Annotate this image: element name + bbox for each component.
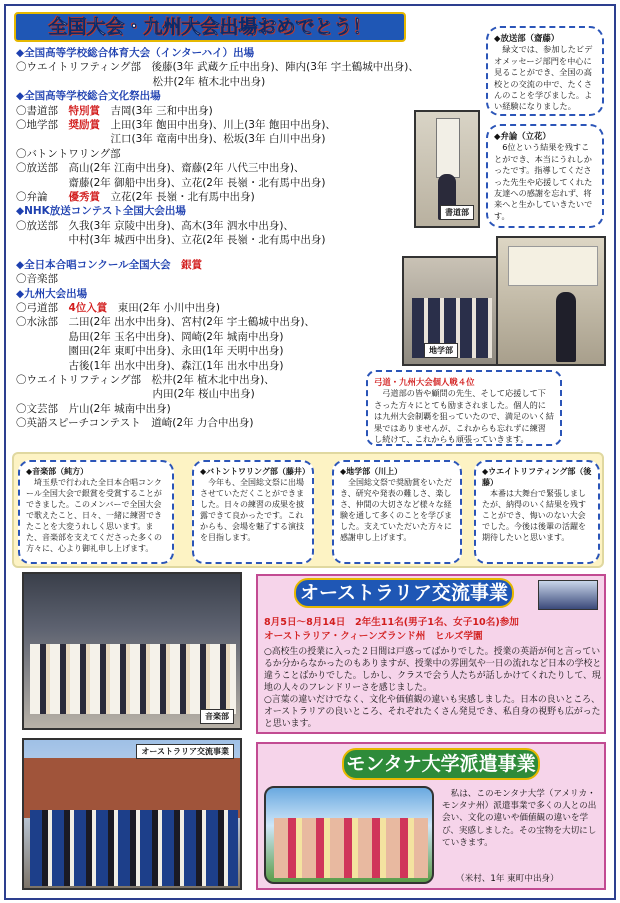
award-text: 〇弓道部 — [16, 301, 69, 314]
award-badge: 特別賞 — [68, 104, 100, 117]
result-line: 齋藤(2年 御船中出身)、立花(2年 長嶺・北有馬中出身) — [16, 176, 326, 189]
montana-signature: （米村、1年 東町中出身） — [456, 874, 559, 884]
music-club-photo — [22, 572, 242, 730]
montana-title-band — [342, 748, 540, 780]
award-text: 〇地学部 — [16, 119, 69, 132]
australia-exchange-photo — [22, 738, 242, 890]
australia-exchange-panel — [256, 574, 606, 734]
calligraphy-club-photo — [414, 110, 480, 228]
earth-science-comment-title: ◆地学部（川上） — [340, 467, 403, 476]
building — [24, 758, 242, 818]
broadcast-comment-title: ◆放送部（齋藤） — [494, 33, 560, 43]
australia-title: オーストラリア交流事業 — [299, 582, 509, 604]
section-heading: ◆九州大会出場 — [16, 287, 88, 300]
section-heading-text: ◆全日本合唱コンクール全国大会 — [16, 258, 182, 271]
speech-comment — [486, 124, 604, 228]
award-text: 上田(3年 飽田中出身)、川上(3年 飽田中出身)、 — [100, 119, 336, 132]
result-line: 園田(2年 東町中出身)、永田(1年 天明中出身) — [16, 345, 284, 358]
result-line: 島田(2年 玉名中出身)、岡崎(2年 城南中出身) — [16, 330, 284, 343]
baton-club-comment — [192, 460, 314, 564]
result-line: 〇音楽部 — [16, 273, 58, 286]
caption-music: 音楽部 — [200, 709, 234, 724]
music-club-comment — [18, 460, 174, 564]
award-line — [16, 104, 436, 118]
award-badge: 優秀賞 — [68, 191, 100, 204]
event-banner — [508, 246, 598, 286]
award-badge: 4位入賞 — [68, 301, 108, 314]
section-heading: ◆全国高等学校総合文化祭出場 — [16, 90, 161, 103]
archery-comment — [366, 370, 562, 446]
baton-club-comment-title: ◆バトントワリング部（藤井） — [200, 467, 310, 476]
weightlifting-comment — [474, 460, 600, 564]
section-heading — [16, 258, 436, 272]
earth-science-comment — [332, 460, 462, 564]
result-line: 〇文芸部 片山(2年 城南中出身) — [16, 402, 171, 415]
result-line: 〇ウエイトリフティング部 後藤(3年 武蔵ケ丘中出身)、陣内(3年 宇土鶴城中出身)、 — [16, 61, 419, 74]
montana-photo — [264, 786, 434, 884]
award-text: 吉岡(3年 三和中出身) — [100, 104, 213, 117]
award-text: 立花(2年 長嶺・北有馬中出身) — [100, 191, 255, 204]
music-club-comment-title: ◆音楽部（純方） — [26, 467, 89, 476]
award-text: 東田(2年 小川中出身) — [107, 301, 221, 314]
earth-science-comment-body: 全国総文祭で奨励賞をいただき、研究や発表の難しさ、楽しさ、仲間の大切さなど様々な経験を通して多くのことを学びました。支えていただいた方々に感謝申し上げます。 — [340, 478, 452, 542]
archer-figure — [556, 292, 576, 362]
caption-calligraphy: 書道部 — [440, 205, 474, 220]
broadcast-comment — [486, 26, 604, 116]
montana-panel — [256, 742, 606, 890]
result-line: 内田(2年 桜山中出身) — [16, 388, 255, 401]
section-heading: ◆全国高等学校総合体育大会（インターハイ）出場 — [16, 47, 255, 59]
australia-title-band — [294, 578, 514, 608]
speech-comment-body: 6位という結果を残すことができ、本当にうれしかったです。指導してくださった先生や応援してくれた友達への感謝を忘れず、将来へと生かしていきたいです。 — [494, 142, 593, 221]
spacer — [16, 248, 436, 258]
student-group — [30, 810, 238, 886]
award-badge: 銀賞 — [181, 258, 203, 271]
result-line: 〇バトントワリング部 — [16, 147, 121, 160]
award-text: 〇弁論 — [16, 191, 69, 204]
result-line: 〇放送部 高山(2年 江南中出身)、齋藤(2年 八代三中出身)、 — [16, 162, 305, 175]
result-line: 松井(2年 植木北中出身) — [16, 75, 266, 88]
caption-australia: オーストラリア交流事業 — [136, 744, 234, 759]
calligraphy-scroll — [436, 118, 460, 178]
award-line — [16, 301, 436, 315]
choir-group — [30, 644, 236, 714]
students-selfie — [274, 818, 428, 878]
award-text: 〇書道部 — [16, 104, 69, 117]
australia-dates: 8月5日～8月14日 2年生11名(男子1名、女子10名)参加 — [264, 617, 519, 628]
speech-comment-title: ◆弁論（立花） — [494, 131, 551, 141]
weightlifting-comment-body: 本番は大舞台で緊張しましたが、納得のいく結果を残すことができ、悔いのない大会でした。今後は後輩の活躍を期待したいと思います。 — [482, 489, 586, 542]
australia-photo-thumb — [538, 580, 598, 610]
result-line: 江口(3年 竜南中出身)、松坂(3年 白川中出身) — [16, 133, 326, 146]
archery-comment-body: 弓道部の皆や顧問の先生、そして応援して下さった方々にとても励まされました。個人的には九州大会制覇を狙っていたので、満足のいく結果ではありませんが、これからも忘れずに練習し続けて、これからも頑張っていきます。 — [374, 388, 554, 445]
archery-comment-title: 弓道・九州大会個人戦４位 — [374, 377, 475, 387]
result-line: 〇ウエイトリフティング部 松井(2年 植木北中出身)、 — [16, 373, 275, 386]
baton-club-comment-body: 今年も、全国総文祭に出場させていただくことができました。日々の練習の成果を披露できて良かったです。これからも、会場を魅了する演技を目指します。 — [200, 478, 304, 542]
australia-place: オーストラリア・クィーンズランド州 ヒルズ学園 — [264, 631, 483, 642]
montana-body: 私は、このモンタナ大学（アメリカ・モンタナ州）派遣事業で多くの人との出会い、文化の違いや価値観の違いを学び、実感しました。その宝物を大切にしていきます。 — [442, 789, 597, 848]
result-line: 〇水泳部 二田(2年 出水中出身)、宮村(2年 宇土鶴城中出身)、 — [16, 316, 315, 329]
award-line — [16, 118, 436, 132]
caption-earth-science: 地学部 — [424, 343, 458, 358]
result-line: 古後(1年 出水中出身)、森江(1年 出水中出身) — [16, 359, 284, 372]
award-line — [16, 190, 436, 204]
award-badge: 奨励賞 — [68, 119, 100, 132]
montana-title: モンタナ大学派遣事業 — [346, 753, 536, 775]
weightlifting-comment-title: ◆ウエイトリフティング部（後藤） — [482, 467, 592, 487]
music-club-comment-body: 埼玉県で行われた全日本合唱コンクール全国大会で銀賞を受賞することができました。このメンバーで全国大会で歌えたこと、日々、一緒に練習できたことを大変うれしく思います。また、音楽部を支えてくださった多くの方々に、心より御礼申し上げます。 — [26, 478, 162, 553]
broadcast-comment-body: 緑文では、参加したビデオメッセージ部門を中心に見ることができ、全国の高校との交流の中で、たくさんのことを学びました。よい経験になりました。 — [494, 44, 593, 112]
result-line: 〇放送部 久我(3年 京陵中出身)、高木(3年 泗水中出身)、 — [16, 219, 294, 232]
archery-club-photo — [496, 236, 606, 366]
australia-body: ○高校生の授業に入った２日間は戸惑ってばかりでした。授業の英語が何と言っているか分からなかったのもありますが、授業中の雰囲気や一日の流れなど日本の学校と違うことばかりでした。しかし、クラスで会う人たちが話しかけてくれたりして、現地の人々のフレンドリーさを感じました。 ○言葉の違いだけでなく、文化や価値観の違いも実感しました。日本の良いところ、オーストラリアの良いところ、それぞれたくさん発見でき、私自身の視野も広がったと思います。 — [264, 647, 602, 729]
result-line: 〇英語スピーチコンテスト 道崎(2年 力合中出身) — [16, 417, 254, 430]
result-line: 中村(3年 城西中出身)、立花(2年 長嶺・北有馬中出身) — [16, 234, 326, 247]
page-title: 全国大会・九州大会出場おめでとう！ — [14, 12, 406, 42]
section-heading: ◆NHK放送コンテスト全国大会出場 — [16, 205, 186, 218]
earth-science-club-photo — [402, 256, 498, 366]
